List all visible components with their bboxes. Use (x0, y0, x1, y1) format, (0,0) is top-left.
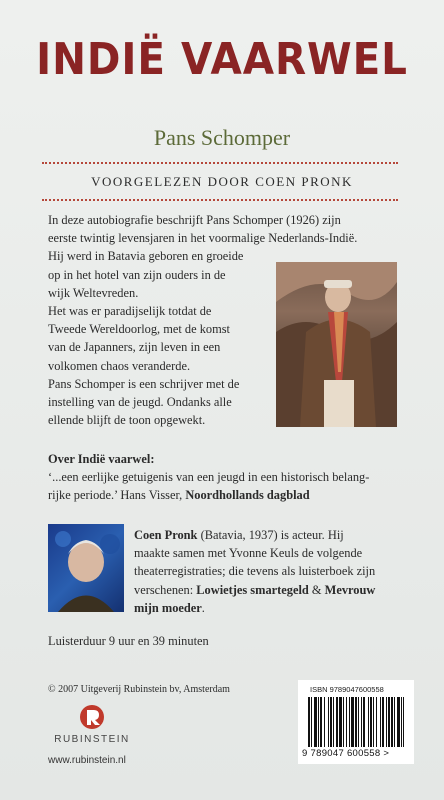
bio-period: . (201, 600, 205, 615)
bio-title-2: Mevrouw (324, 582, 376, 597)
website-link[interactable]: www.rubinstein.nl (48, 755, 126, 766)
book-author: Pans Schomper (153, 125, 291, 150)
description-line: op in het hotel van zijn ouders in de (48, 267, 226, 282)
description-line: volkomen chaos veranderde. (48, 358, 191, 373)
description-line: Het was er paradijselijk totdat de (48, 304, 212, 319)
description-line: Tweede Wereldoorlog, met de komst (48, 322, 230, 337)
isbn-label: ISBN 9789047600558 (310, 685, 384, 694)
book-title: INDIË VAARWEL (36, 34, 408, 85)
bio-line (134, 599, 375, 617)
description-line: eerste twintig levensjaren in het voormalige Nederlands-Indië. (48, 231, 358, 246)
review-heading: Over Indië vaarwel: (48, 452, 155, 466)
narrator-name: Coen Pronk (134, 528, 198, 542)
bio-title-2-end: mijn moeder (134, 600, 202, 615)
bio-amp: & (308, 582, 325, 597)
review-quote: ‘...een eerlijke getuigenis van een jeugd in een historisch belang- (48, 470, 370, 485)
description-line: instelling van de jeugd. Ondanks alle (48, 395, 232, 410)
bio-text: verschenen: (134, 582, 197, 597)
narrator-line: VOORGELEZEN DOOR COEN PRONK (91, 174, 353, 189)
review-block (48, 450, 369, 505)
narrator-photo (48, 524, 124, 612)
narrator-bio (134, 526, 375, 617)
publisher-name: RUBINSTEIN (54, 734, 130, 745)
divider-top (42, 162, 398, 164)
author-photo (276, 262, 397, 427)
divider-bottom (42, 199, 398, 201)
publisher-logo (52, 704, 132, 745)
copyright: © 2007 Uitgeverij Rubinstein bv, Amsterdam (48, 684, 230, 695)
description-line: Hij werd in Batavia geboren en groeide (48, 249, 244, 264)
bio-line: maakte samen met Yvonne Keuls de volgende (134, 546, 363, 561)
description-line: Pans Schomper is een schrijver met de (48, 376, 240, 391)
duration: Luisterduur 9 uur en 39 minuten (48, 634, 209, 648)
bio-text: (Batavia, 1937) is acteur. Hij (197, 528, 344, 542)
isbn-number: 9 789047 600558 > (302, 748, 390, 759)
description-line: van de Japanners, zijn leven in een (48, 340, 221, 355)
description-line: ellende blijft de toon opgewekt. (48, 413, 206, 428)
bio-title-1: Lowietjes smartegeld (196, 582, 309, 597)
bio-line (134, 526, 375, 544)
review-source: Noordhollands dagblad (185, 488, 310, 503)
bio-line (134, 581, 375, 599)
barcode (298, 680, 414, 764)
rubinstein-logo-icon (79, 704, 105, 730)
bio-line: theaterregistraties; die tevens als luisterboek zijn (134, 564, 376, 579)
description-line: wijk Weltevreden. (48, 285, 139, 300)
review-attribution: rijke periode.’ Hans Visser, (48, 488, 186, 503)
description-line: In deze autobiografie beschrijft Pans Schomper (1926) zijn (48, 213, 341, 227)
barcode-bars-icon (308, 697, 404, 747)
review-quote-end (48, 486, 369, 504)
